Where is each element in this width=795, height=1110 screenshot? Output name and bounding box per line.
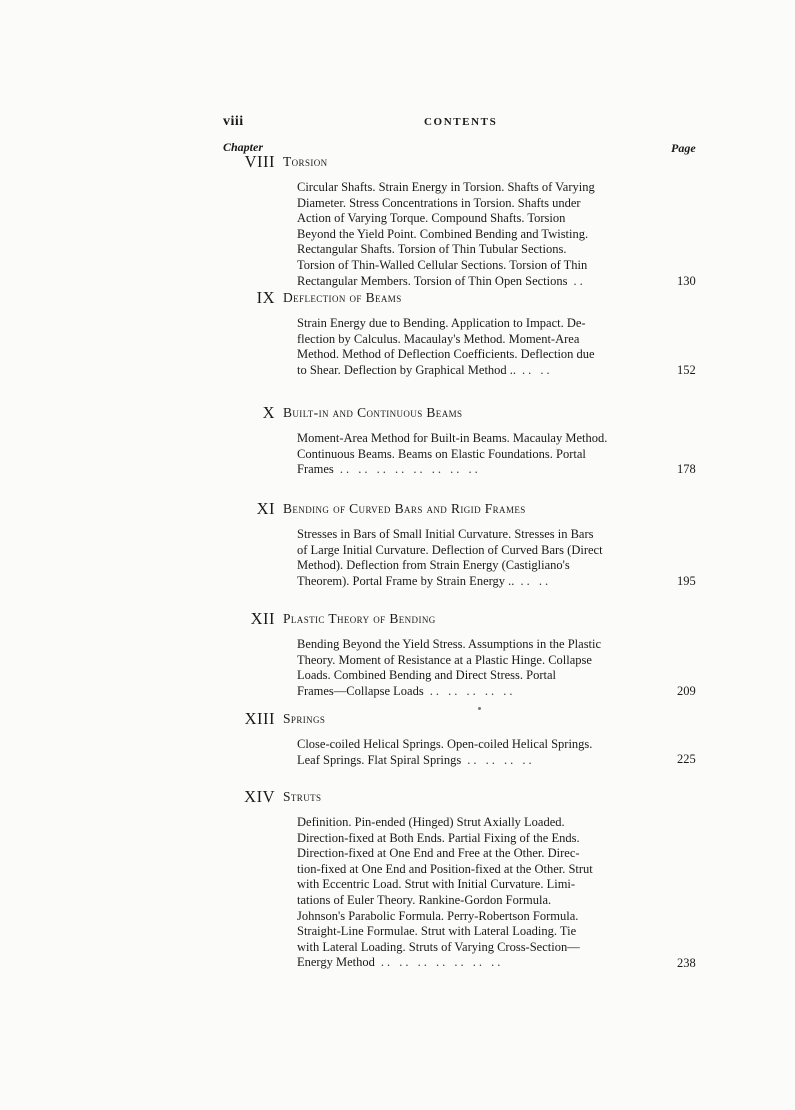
- chapter-description: [297, 815, 667, 971]
- dot-leader: .. .. .. .. .. .. .. ..: [339, 462, 481, 477]
- description-line: Frames—Collapse Loads: [297, 683, 424, 698]
- chapter-numeral: VIII: [244, 152, 275, 171]
- page-number: 238: [677, 956, 696, 970]
- description-line: Straight-Line Formulae. Strut with Lateral Loading. Tie: [297, 924, 577, 939]
- description-line: Continuous Beams. Beams on Elastic Foundations. Portal: [297, 446, 586, 461]
- description-line: Method). Deflection from Strain Energy (Castigliano's: [297, 558, 570, 573]
- chapter-description: [297, 737, 667, 768]
- dot-leader: .. ..: [520, 573, 552, 588]
- folio: viii: [223, 114, 244, 129]
- page-number: 152: [677, 363, 696, 377]
- description-line: Diameter. Stress Concentrations in Torsion. Shafts under: [297, 195, 581, 210]
- chapter-description: [297, 431, 667, 478]
- description-line: Frames: [297, 462, 334, 477]
- description-line: Johnson's Parabolic Formula. Perry-Robertson Formula.: [297, 908, 579, 923]
- description-line: Circular Shafts. Strain Energy in Torsion. Shafts of Varying: [297, 180, 595, 194]
- description-line: tations of Euler Theory. Rankine-Gordon Formula.: [297, 892, 552, 907]
- chapter-description: [297, 527, 667, 589]
- description-line: Leaf Springs. Flat Spiral Springs: [297, 752, 462, 767]
- chapter-title: Bending of Curved Bars and Rigid Frames: [283, 501, 526, 516]
- description-line: Strain Energy due to Bending. Application to Impact. De-: [297, 316, 586, 330]
- page-number: 209: [677, 684, 696, 698]
- dot-leader: .. .. .. .. .. .. ..: [380, 955, 504, 970]
- dot-leader: .. .. .. ..: [467, 752, 535, 767]
- chapter-title: Plastic Theory of Bending: [283, 611, 436, 626]
- chapter-numeral: XI: [256, 499, 275, 518]
- chapter-numeral: X: [262, 403, 275, 422]
- description-line: of Large Initial Curvature. Deflection of Curved Bars (Direct: [297, 542, 603, 557]
- dot-leader: .. ..: [522, 362, 553, 377]
- description-line: flection by Calculus. Macaulay's Method. Moment-Area: [297, 331, 580, 346]
- page-number: 195: [677, 574, 696, 588]
- description-line: Theorem). Portal Frame by Strain Energy ..: [297, 573, 515, 588]
- description-line: Loads. Combined Bending and Direct Stress. Portal: [297, 668, 556, 683]
- description-line: tion-fixed at One End and Position-fixed at the Other. Strut: [297, 861, 593, 876]
- chapter-description: [297, 180, 667, 289]
- description-line: Rectangular Members. Torsion of Thin Open Sections: [297, 273, 568, 288]
- description-line: Close-coiled Helical Springs. Open-coiled Helical Springs.: [297, 737, 593, 751]
- description-line: with Eccentric Load. Strut with Initial Curvature. Limi-: [297, 877, 576, 892]
- description-line: Definition. Pin-ended (Hinged) Strut Axially Loaded.: [297, 815, 565, 829]
- chapter-numeral: XII: [250, 609, 275, 628]
- dot-leader: .. .. .. .. ..: [429, 683, 516, 698]
- page-number: 130: [677, 274, 696, 288]
- description-line: Energy Method: [297, 955, 375, 970]
- running-head: CONTENTS: [424, 116, 498, 128]
- description-line: Action of Varying Torque. Compound Shafts. Torsion: [297, 211, 566, 226]
- description-line: Torsion of Thin-Walled Cellular Sections. Torsion of Thin: [297, 257, 588, 272]
- chapter-description: [297, 637, 667, 699]
- chapter-title: Built-in and Continuous Beams: [283, 405, 463, 420]
- page-number: 225: [677, 752, 696, 766]
- description-line: Theory. Moment of Resistance at a Plastic Hinge. Collapse: [297, 652, 592, 667]
- description-line: Stresses in Bars of Small Initial Curvature. Stresses in Bars: [297, 527, 594, 541]
- chapter-description: [297, 316, 667, 378]
- description-line: Direction-fixed at One End and Free at the Other. Direc-: [297, 846, 580, 861]
- chapter-title: Struts: [283, 789, 322, 804]
- chapter-numeral: IX: [256, 288, 275, 307]
- chapter-title: Deflection of Beams: [283, 290, 402, 305]
- description-line: Beyond the Yield Point. Combined Bending and Twisting.: [297, 226, 589, 241]
- description-line: to Shear. Deflection by Graphical Method ..: [297, 362, 517, 377]
- description-line: Rectangular Shafts. Torsion of Thin Tubular Sections.: [297, 242, 567, 257]
- dot-leader: ..: [573, 273, 586, 288]
- chapter-numeral: XIV: [244, 787, 275, 806]
- description-line: Direction-fixed at Both Ends. Partial Fixing of the Ends.: [297, 830, 580, 845]
- chapter-title: Torsion: [283, 154, 328, 169]
- chapter-numeral: XIII: [244, 709, 275, 728]
- page-number: 178: [677, 462, 696, 476]
- description-line: Bending Beyond the Yield Stress. Assumptions in the Plastic: [297, 637, 602, 651]
- chapter-column-label: Chapter: [223, 140, 264, 154]
- page-column-label: Page: [671, 141, 696, 155]
- print-speck: [478, 707, 481, 710]
- description-line: Moment-Area Method for Built-in Beams. Macaulay Method.: [297, 431, 608, 445]
- description-line: Method. Method of Deflection Coefficients. Deflection due: [297, 347, 595, 362]
- chapter-title: Springs: [283, 711, 326, 726]
- description-line: with Lateral Loading. Struts of Varying Cross-Section—: [297, 939, 580, 954]
